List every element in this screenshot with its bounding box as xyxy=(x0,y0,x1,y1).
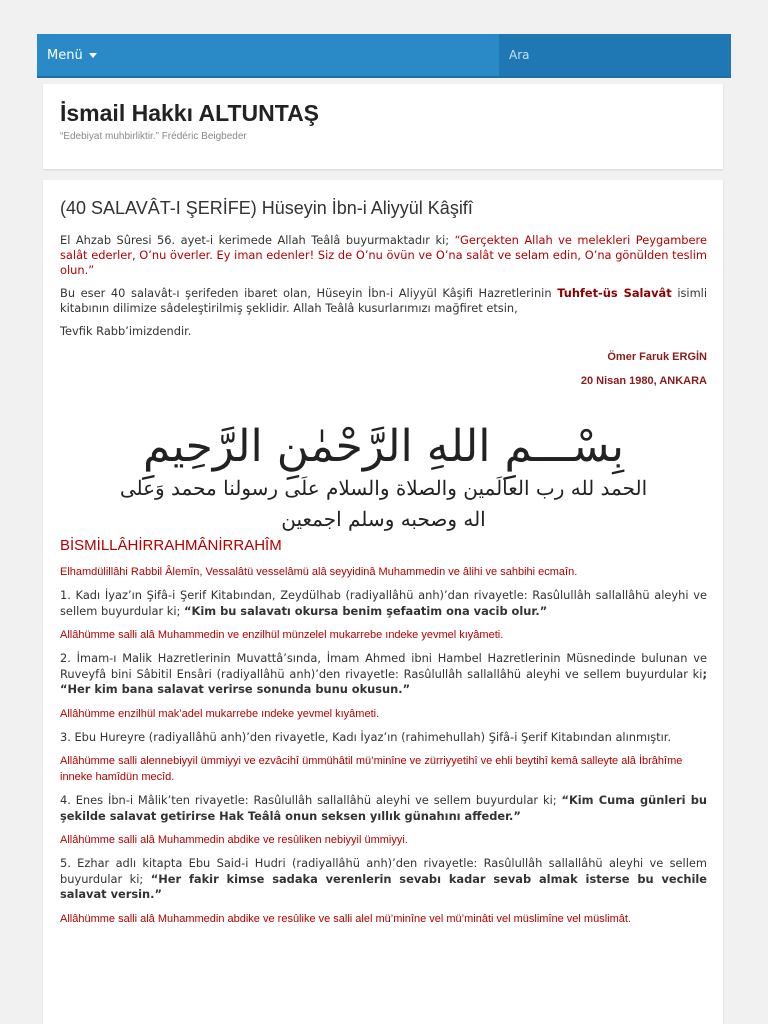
book-text-b: isimli kitabının dilimize sâdeleştirilmiş şeklidir. Allah Teâlâ kusurlarımızı mağfiret etsin, xyxy=(60,286,708,315)
item-text: 3. Ebu Hureyre (radiyallâhü anh)’den rivayetle, Kadı İyaz’ın (rahimehullah) Şifâ-i Şerif Kitabından alınmıştır. xyxy=(60,729,672,744)
signature-date: 20 Nisan 1980, ANKARA xyxy=(580,375,707,387)
prayer-line: Allâhümme salli alâ Muhammedin ve enzilhül münzelel mukarrebe ındeke yevmel kıyâmeti. xyxy=(60,629,504,641)
site-tagline: “Edebiyat muhbirliktir.” Frédéric Beigbeder xyxy=(60,131,247,142)
elhamdulillah-line: Elhamdülillâhi Rabbil Âlemîn, Vessalâtü vesselâmü alâ seyyidinâ Muhammedin ve âlihi ve sahbihi ecmaîn. xyxy=(60,566,578,578)
intro-paragraph xyxy=(60,233,707,278)
arabic-line-2: الحمد لله رب العالَمين والصلاة والسلام علَى رسولنا محمد وَعلى xyxy=(119,476,648,500)
item-text: 2. İmam-ı Malik Hazretlerinin Muvattâ’sında, İmam Ahmed ibni Hambel Hazretlerinin Müsnedinde bulunan ve Ruveyfâ bini Sâbitil Ensâri (radiyallâhü anh)’den rivayetle: Rasûlullâh sallallâhü aleyhi ve sellem buyurdular ki xyxy=(60,651,707,681)
intro-text: El Ahzab Sûresi 56. ayet-i kerimede Allah Teâlâ buyurmaktadır ki; xyxy=(60,233,455,247)
tevfik-paragraph: Tevfik Rabb’imizdendir. xyxy=(60,324,192,338)
search-input[interactable] xyxy=(499,34,731,76)
item-quote: “Her fakir kimse sadaka verenlerin sevabı kadar sevab almak isterse bu vechile salavat versin.” xyxy=(60,871,707,901)
menu-label: Menü xyxy=(47,47,83,63)
item-text: 4. Enes İbn-i Mâlik’ten rivayetle: Rasûlullâh sallallâhü aleyhi ve sellem buyurdular ki; xyxy=(60,793,562,807)
item-quote: “Kim bu salavatı okursa benim şefaatim ona vacib olur.” xyxy=(184,603,548,618)
prayer-line: Allâhümme salli alâ Muhammedin abdike ve resûlike ve salli alel mü’minîne vel mü’minâti vel müslimîne vel müslimât. xyxy=(60,912,631,925)
caret-down-icon xyxy=(89,53,97,58)
list-item xyxy=(60,856,707,903)
list-item xyxy=(60,793,707,824)
top-navbar xyxy=(37,34,731,78)
item-text: 5. Ezhar adlı kitapta Ebu Said-i Hudri (radiyallâhü anh)’den rivayetle: Rasûlullâh sallallâhü aleyhi ve sellem buyurdular ki; xyxy=(60,856,707,886)
post-title: (40 SALAVÂT-I ŞERİFE) Hüseyin İbn-i Aliyyül Kâşifî xyxy=(60,198,473,218)
prayer-line: Allâhümme enzilhül mak’adel mukarrebe ındeke yevmel kıyâmeti. xyxy=(60,707,380,720)
intro-quote: “Gerçekten Allah ve melekleri Peygambere salât ederler, O’nu överler. Ey iman edenler! Siz de O’nu övün ve O’na salât ve selam edin, O’na gönülden teslim olun.” xyxy=(60,233,707,277)
item-quote: ; “Her kim bana salavat verirse sonunda bunu okusun.” xyxy=(60,666,707,696)
menu-button[interactable] xyxy=(37,48,499,63)
item-text: 1. Kadı İyaz’ın Şifâ-i Şerif Kitabından, Zeydülhab (radiyallâhü anh)’dan rivayetle: Rasûlullâh sallallâhü aleyhi ve sellem buyurdular ki; xyxy=(60,588,707,618)
signature-name: Ömer Faruk ERGİN xyxy=(607,351,707,363)
section-heading: BİSMİLLÂHİRRAHMÂNİRRAHÎM xyxy=(60,537,282,554)
book-paragraph xyxy=(60,286,707,316)
arabic-line-3: اله وصحبه وسلم اجمعين xyxy=(281,507,486,531)
site-header xyxy=(43,84,723,169)
prayer-line: Allâhümme salli alennebiyyil ümmiyyi ve ezvâcihî ümmühâtil mü’minîne ve zürriyyetihî ve ehli beytihî kemâ salleyte alâ İbrâhîme inneke hamîdün mecîd. xyxy=(60,755,683,783)
item-quote: “Kim Cuma günleri bu şekilde salavat getirirse Hak Teâlâ onun seksen yıllık günahını affeder.” xyxy=(60,793,707,823)
list-item xyxy=(60,651,707,698)
list-item xyxy=(60,588,707,619)
list-item xyxy=(60,730,707,746)
book-title: Tuhfet-üs Salavât xyxy=(557,286,672,300)
post-content xyxy=(43,180,723,1024)
arabic-basmala: بِسْـــمِ اللهِ الرَّحْمٰنِ الرَّحِيمِ xyxy=(143,421,624,472)
book-text-a: Bu eser 40 salavât-ı şerifeden ibaret olan, Hüseyin İbn-i Aliyyül Kâşifi Hazretlerinin xyxy=(60,286,558,300)
site-title[interactable]: İsmail Hakkı ALTUNTAŞ xyxy=(60,100,320,126)
prayer-line: Allâhümme salli alâ Muhammedin abdike ve resûliken nebiyyil ümmiyyi. xyxy=(60,834,408,846)
